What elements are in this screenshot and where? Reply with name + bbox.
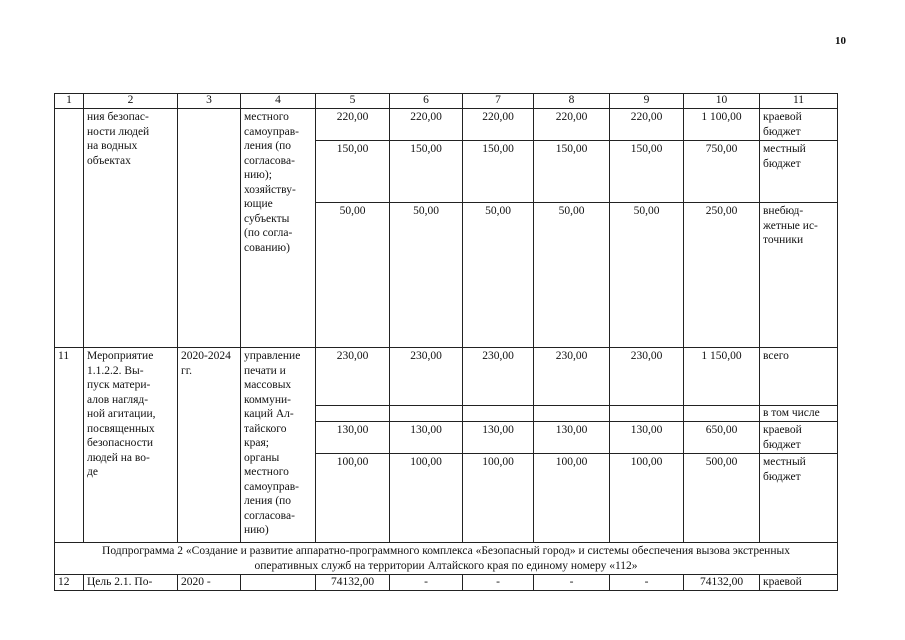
item-number-cell [55, 109, 84, 348]
table-row [55, 543, 838, 575]
item-executor-cell [241, 575, 316, 591]
total-cell: 1 100,00 [684, 109, 760, 141]
total-cell [684, 406, 760, 422]
value-cell: 150,00 [610, 141, 684, 203]
value-cell: 230,00 [534, 348, 610, 406]
value-cell: 150,00 [316, 141, 390, 203]
subprogram-title: Подпрограмма 2 «Создание и развитие аппаратно-программного комплекса «Безопасный город» и системы обеспечения вызова экстренных оперативных служб на территории Алтайского края по единому номеру «112» [55, 543, 838, 575]
header-cell: 11 [760, 94, 838, 109]
header-cell: 10 [684, 94, 760, 109]
value-cell: - [610, 575, 684, 591]
source-cell: краевой [760, 575, 838, 591]
header-cell: 7 [463, 94, 534, 109]
value-cell: 50,00 [390, 203, 463, 348]
item-name-cell: Цель 2.1. По- [84, 575, 178, 591]
value-cell: 150,00 [390, 141, 463, 203]
value-cell: 100,00 [463, 454, 534, 543]
value-cell [463, 406, 534, 422]
source-cell: внебюд- жетные ис- точники [760, 203, 838, 348]
item-name-cell: Мероприятие 1.1.2.2. Вы- пуск матери- алов нагляд- ной агитации, посвященных безопасности людей на во- де [84, 348, 178, 543]
table-row [55, 575, 838, 591]
header-cell: 1 [55, 94, 84, 109]
item-period-cell: 2020 - [178, 575, 241, 591]
total-cell: 750,00 [684, 141, 760, 203]
value-cell: 50,00 [534, 203, 610, 348]
total-cell: 74132,00 [684, 575, 760, 591]
value-cell: 150,00 [463, 141, 534, 203]
source-cell: краевой бюджет [760, 109, 838, 141]
source-cell: краевой бюджет [760, 422, 838, 454]
item-executor-cell: местного самоуправ- ления (по согласова- нию); хозяйству- ющие субъекты (по согла- сованию) [241, 109, 316, 348]
value-cell: 220,00 [610, 109, 684, 141]
header-cell: 2 [84, 94, 178, 109]
source-cell: местный бюджет [760, 454, 838, 543]
value-cell: 130,00 [534, 422, 610, 454]
value-cell [610, 406, 684, 422]
value-cell: 130,00 [610, 422, 684, 454]
value-cell: - [463, 575, 534, 591]
source-cell: местный бюджет [760, 141, 838, 203]
value-cell: 220,00 [463, 109, 534, 141]
source-cell: в том числе [760, 406, 838, 422]
item-period-cell: 2020-2024 гг. [178, 348, 241, 543]
value-cell: 230,00 [463, 348, 534, 406]
value-cell: 230,00 [610, 348, 684, 406]
value-cell: - [534, 575, 610, 591]
item-number-cell: 12 [55, 575, 84, 591]
total-cell: 250,00 [684, 203, 760, 348]
value-cell: 74132,00 [316, 575, 390, 591]
value-cell [316, 406, 390, 422]
header-row [55, 94, 838, 109]
item-executor-cell: управление печати и массовых коммуни- каций Ал- тайского края; органы местного самоуправ- ления (по согласова- нию) [241, 348, 316, 543]
header-cell: 3 [178, 94, 241, 109]
value-cell [390, 406, 463, 422]
value-cell: 50,00 [316, 203, 390, 348]
value-cell: 220,00 [390, 109, 463, 141]
value-cell: 230,00 [316, 348, 390, 406]
value-cell: 130,00 [316, 422, 390, 454]
item-period-cell [178, 109, 241, 348]
value-cell: 220,00 [534, 109, 610, 141]
value-cell: 130,00 [463, 422, 534, 454]
value-cell: 100,00 [534, 454, 610, 543]
total-cell: 1 150,00 [684, 348, 760, 406]
value-cell: - [390, 575, 463, 591]
value-cell: 50,00 [610, 203, 684, 348]
total-cell: 650,00 [684, 422, 760, 454]
value-cell: 150,00 [534, 141, 610, 203]
table-row [55, 348, 838, 406]
value-cell: 100,00 [390, 454, 463, 543]
value-cell [534, 406, 610, 422]
header-cell: 4 [241, 94, 316, 109]
total-cell: 500,00 [684, 454, 760, 543]
value-cell: 50,00 [463, 203, 534, 348]
item-name-cell: ния безопас- ности людей на водных объектах [84, 109, 178, 348]
value-cell: 230,00 [390, 348, 463, 406]
value-cell: 100,00 [610, 454, 684, 543]
budget-table [54, 93, 838, 591]
header-cell: 8 [534, 94, 610, 109]
value-cell: 220,00 [316, 109, 390, 141]
item-number-cell: 11 [55, 348, 84, 543]
page-number: 10 [835, 35, 846, 47]
table-row [55, 109, 838, 141]
header-cell: 9 [610, 94, 684, 109]
value-cell: 130,00 [390, 422, 463, 454]
header-cell: 6 [390, 94, 463, 109]
source-cell: всего [760, 348, 838, 406]
header-cell: 5 [316, 94, 390, 109]
value-cell: 100,00 [316, 454, 390, 543]
